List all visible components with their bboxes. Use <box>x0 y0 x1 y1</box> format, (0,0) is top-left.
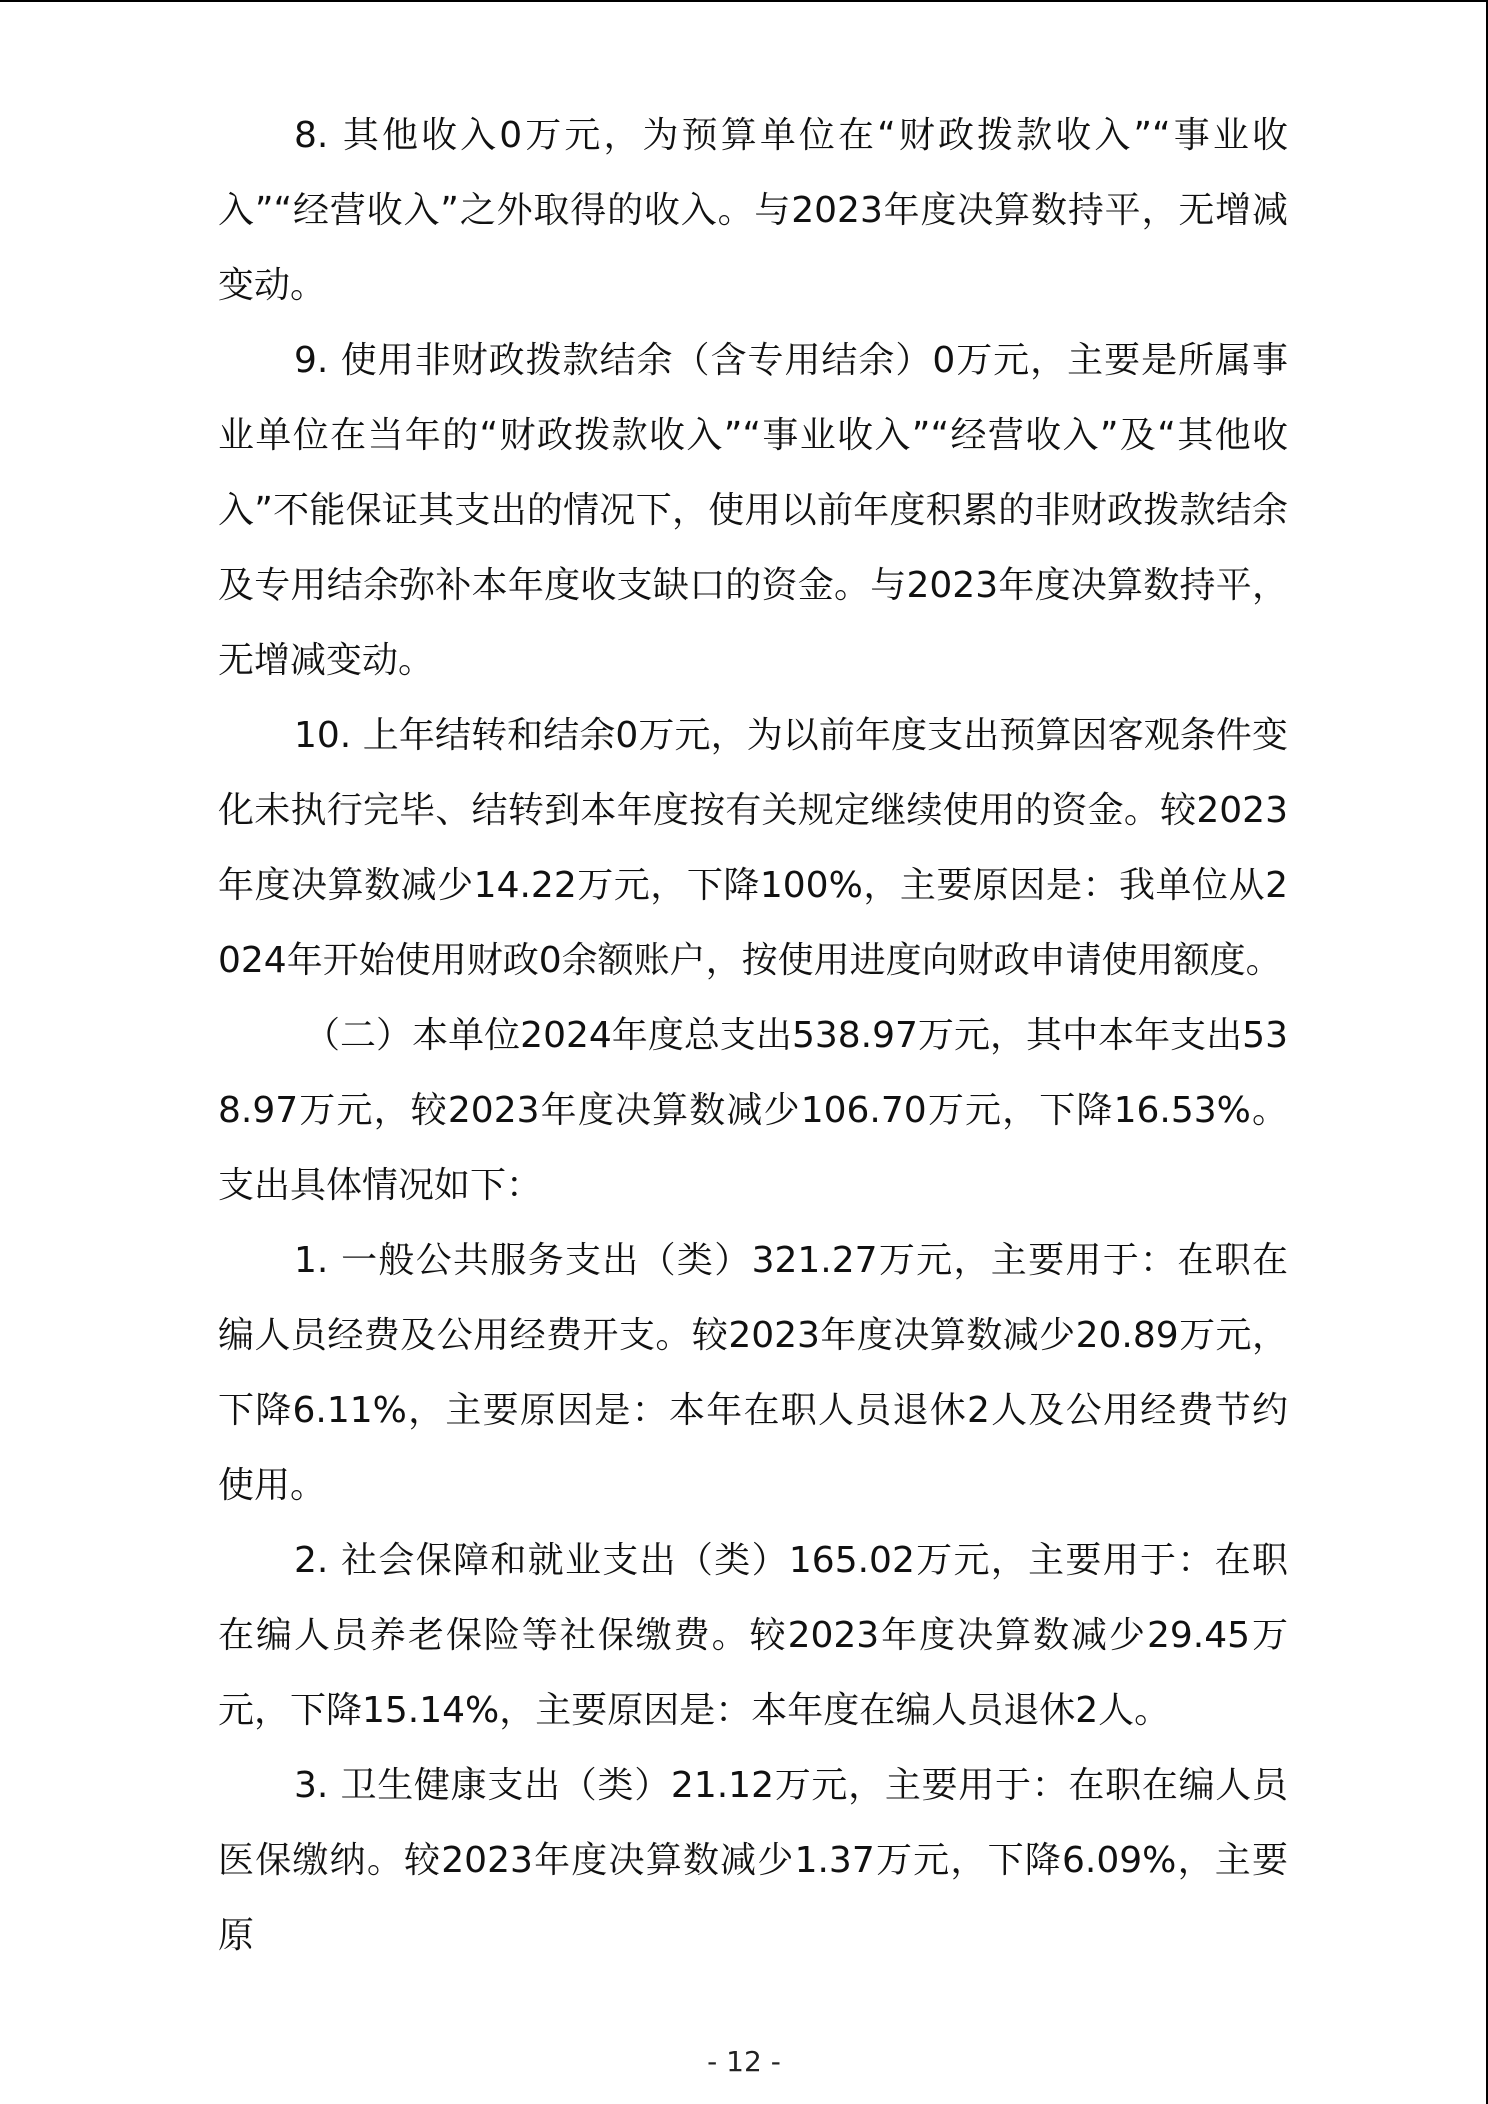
paragraph-carryover-balance: 10. 上年结转和结余0万元，为以前年度支出预算因客观条件变化未执行完毕、结转到本年度按有关规定继续使用的资金。较2023年度决算数减少14.22万元，下降100%，主要原因是：我单位从2024年开始使用财政0余额账户，按使用进度向财政申请使用额度。 <box>218 715 1288 981</box>
paragraph-non-fiscal-balance: 9. 使用非财政拨款结余（含专用结余）0万元，主要是所属事业单位在当年的“财政拨款收入”“事业收入”“经营收入”及“其他收入”不能保证其支出的情况下，使用以前年度积累的非财政拨款结余及专用结余弥补本年度收支缺口的资金。与2023年度决算数持平，无增减变动。 <box>218 340 1288 681</box>
paragraph-social-security: 2. 社会保障和就业支出（类）165.02万元，主要用于：在职在编人员养老保险等社保缴费。较2023年度决算数减少29.45万元，下降15.14%，主要原因是：本年度在编人员退休2人。 <box>218 1540 1288 1731</box>
top-border-line <box>0 0 1488 2</box>
paragraph-total-expenditure: （二）本单位2024年度总支出538.97万元，其中本年支出538.97万元，较2023年度决算数减少106.70万元，下降16.53%。支出具体情况如下： <box>218 1015 1288 1206</box>
page-number: - 12 - <box>707 2045 781 2078</box>
paragraph-other-income: 8. 其他收入0万元，为预算单位在“财政拨款收入”“事业收入”“经营收入”之外取得的收入。与2023年度决算数持平，无增减变动。 <box>218 115 1288 306</box>
paragraph-health-expenditure: 3. 卫生健康支出（类）21.12万元，主要用于：在职在编人员医保缴纳。较2023年度决算数减少1.37万元，下降6.09%，主要原 <box>218 1765 1288 1956</box>
paragraph-general-public-services: 1. 一般公共服务支出（类）321.27万元，主要用于：在职在编人员经费及公用经费开支。较2023年度决算数减少20.89万元，下降6.11%，主要原因是：本年在职人员退休2人及公用经费节约使用。 <box>218 1240 1288 1506</box>
document-body <box>218 98 1288 1973</box>
